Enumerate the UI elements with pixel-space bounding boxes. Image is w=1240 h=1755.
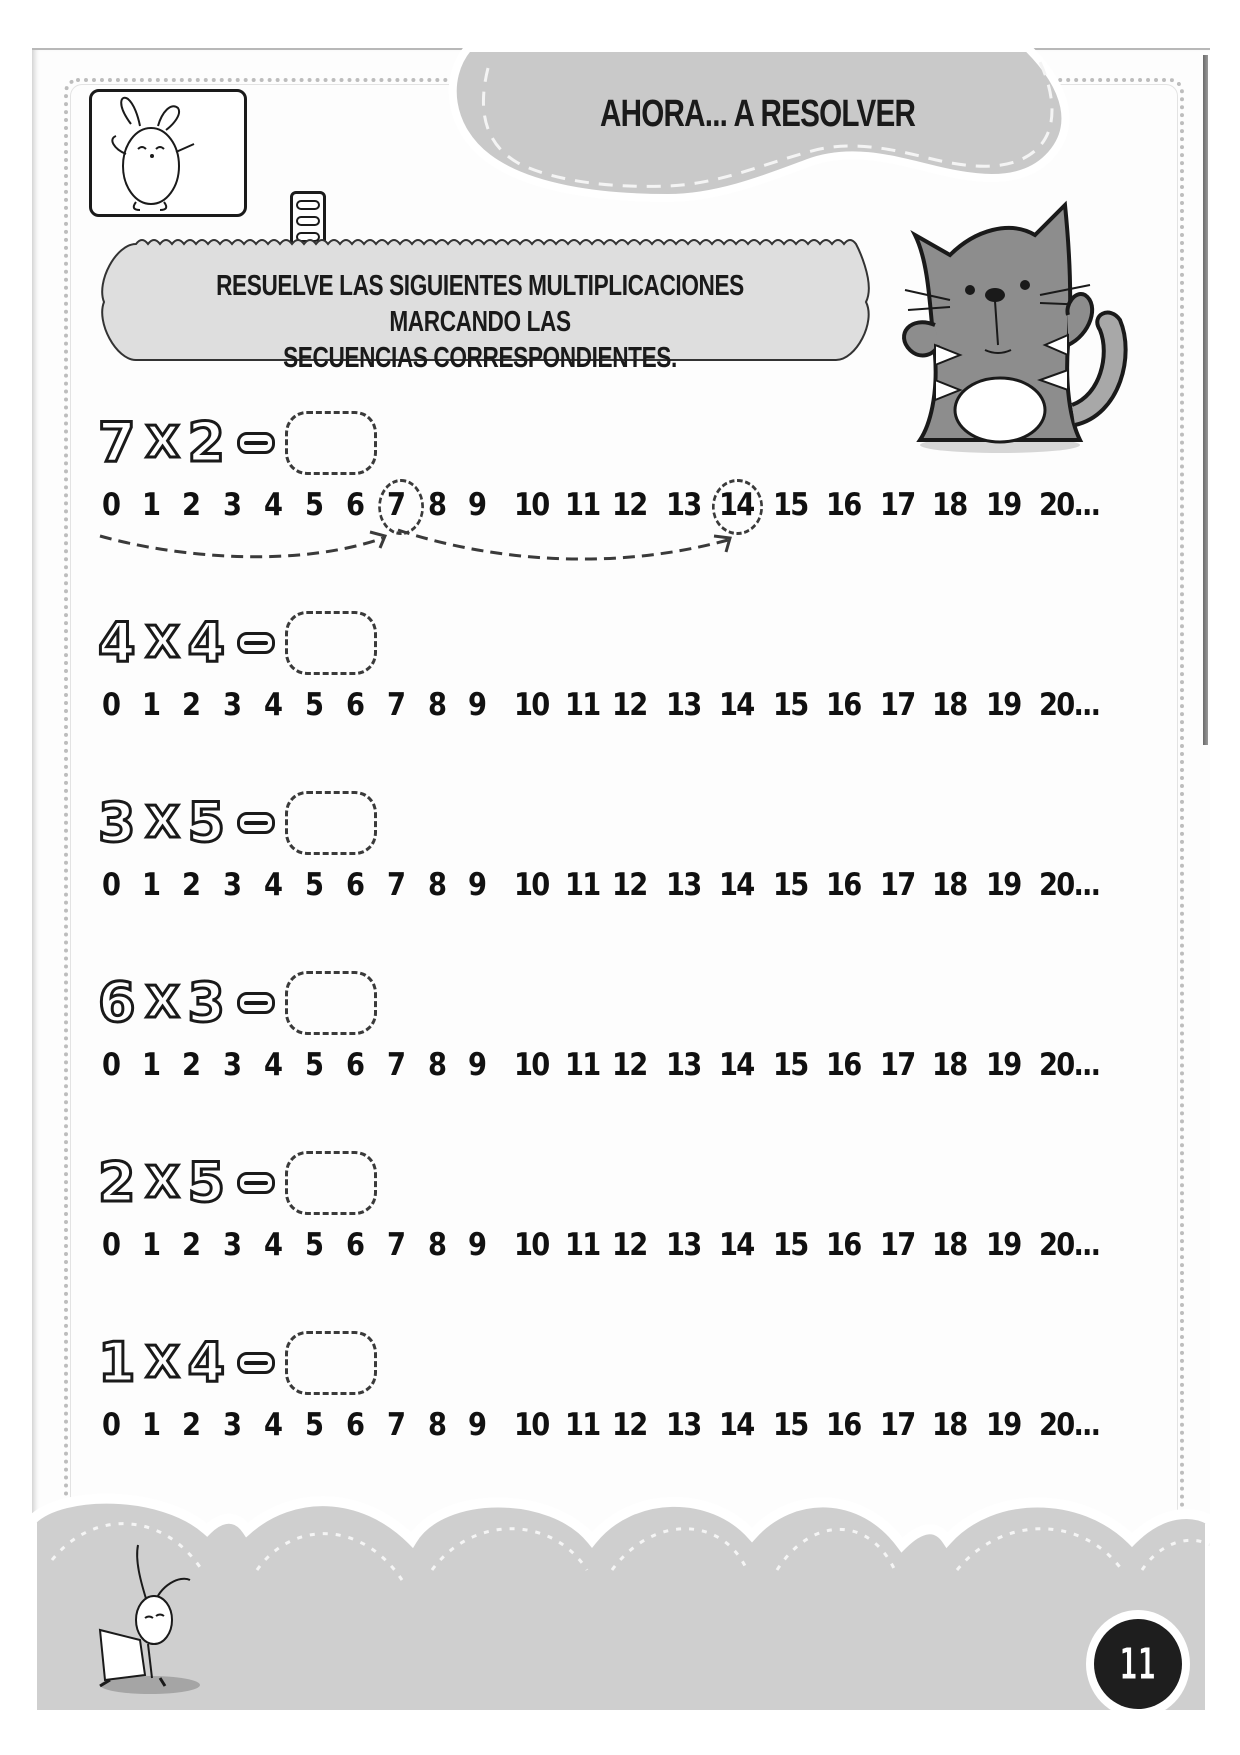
number[interactable]: 3 <box>223 1227 241 1263</box>
times-sign: X <box>145 617 180 668</box>
number[interactable]: 6 <box>346 487 364 523</box>
number[interactable]: 3 <box>223 1047 241 1083</box>
times-sign: X <box>145 1337 180 1388</box>
number[interactable]: 10 <box>514 1227 549 1263</box>
number[interactable]: 19 <box>986 687 1021 723</box>
number[interactable]: 3 <box>223 687 241 723</box>
instruction-line-1: RESUELVE LAS SIGUIENTES MULTIPLICACIONES MARCANDO LAS <box>216 270 744 338</box>
number[interactable]: 10 <box>514 1407 549 1443</box>
number-line <box>98 1407 1108 1451</box>
number[interactable]: 10 <box>514 487 549 523</box>
number-line <box>98 867 1108 911</box>
number[interactable]: 19 <box>986 867 1021 903</box>
number[interactable]: 12 <box>612 1407 647 1443</box>
number-line <box>98 687 1108 731</box>
number[interactable]: 12 <box>612 1047 647 1083</box>
number-circled[interactable]: 14 <box>719 487 754 523</box>
number[interactable]: 8 <box>428 867 446 903</box>
number[interactable]: 6 <box>346 1407 364 1443</box>
number[interactable]: 17 <box>880 1407 915 1443</box>
number[interactable]: 17 <box>880 487 915 523</box>
number[interactable]: 18 <box>932 867 967 903</box>
number[interactable]: 0 <box>102 1047 120 1083</box>
factor-b: 3 <box>187 971 226 1034</box>
number[interactable]: 11 <box>565 1047 600 1083</box>
number[interactable]: 12 <box>612 1227 647 1263</box>
answer-box[interactable] <box>285 1331 377 1395</box>
equation <box>98 967 377 1039</box>
number[interactable]: 15 <box>773 1407 808 1443</box>
number[interactable]: 15 <box>773 687 808 723</box>
number[interactable]: 8 <box>428 687 446 723</box>
number[interactable]: 17 <box>880 1047 915 1083</box>
page-number-badge <box>1086 1610 1190 1718</box>
number[interactable]: 7 <box>387 1407 405 1443</box>
number-line <box>98 1227 1108 1271</box>
number[interactable]: 0 <box>102 1227 120 1263</box>
answer-box[interactable] <box>285 971 377 1035</box>
number[interactable]: 20... <box>1039 867 1100 903</box>
number[interactable]: 4 <box>264 1407 282 1443</box>
number[interactable]: 13 <box>666 1407 701 1443</box>
number[interactable]: 3 <box>223 1407 241 1443</box>
factor-a: 4 <box>98 611 136 674</box>
number-circled[interactable]: 7 <box>387 487 405 523</box>
equals-sign <box>237 812 275 834</box>
number[interactable]: 3 <box>223 487 241 523</box>
equals-sign <box>237 992 275 1014</box>
number[interactable]: 20... <box>1039 1047 1100 1083</box>
number[interactable]: 5 <box>305 1407 323 1443</box>
number[interactable]: 4 <box>264 1227 282 1263</box>
number[interactable]: 2 <box>182 487 200 523</box>
number[interactable]: 19 <box>986 487 1021 523</box>
factor-b: 2 <box>187 411 226 474</box>
number[interactable]: 1 <box>142 1227 160 1263</box>
equation <box>98 1147 377 1219</box>
exercise-6 <box>98 1327 1158 1467</box>
number[interactable]: 1 <box>142 1407 160 1443</box>
equals-sign <box>237 1172 275 1194</box>
number[interactable]: 10 <box>514 1047 549 1083</box>
number[interactable]: 8 <box>428 487 446 523</box>
number[interactable]: 0 <box>102 487 120 523</box>
number[interactable]: 6 <box>346 1047 364 1083</box>
number[interactable]: 1 <box>142 487 160 523</box>
equals-sign <box>237 432 275 454</box>
answer-box[interactable] <box>285 791 377 855</box>
number[interactable]: 18 <box>932 687 967 723</box>
number[interactable]: 5 <box>305 687 323 723</box>
number[interactable]: 2 <box>182 1227 200 1263</box>
number[interactable]: 6 <box>346 1227 364 1263</box>
factor-a: 1 <box>98 1331 136 1394</box>
meter-level <box>296 200 320 210</box>
number[interactable]: 19 <box>986 1227 1021 1263</box>
equation <box>98 1327 377 1399</box>
number[interactable]: 5 <box>305 1047 323 1083</box>
number[interactable]: 16 <box>826 867 861 903</box>
number[interactable]: 16 <box>826 487 861 523</box>
number[interactable]: 5 <box>305 1227 323 1263</box>
answer-box[interactable] <box>285 611 377 675</box>
number[interactable]: 2 <box>182 1407 200 1443</box>
factor-a: 6 <box>98 971 136 1034</box>
number[interactable]: 8 <box>428 1227 446 1263</box>
equals-sign <box>237 1352 275 1374</box>
number[interactable]: 9 <box>468 1407 486 1443</box>
number[interactable]: 15 <box>773 867 808 903</box>
number[interactable]: 18 <box>932 1407 967 1443</box>
factor-b: 4 <box>187 611 226 674</box>
instruction-line-2: SECUENCIAS CORRESPONDIENTES. <box>283 342 677 374</box>
factor-b: 5 <box>187 791 226 854</box>
number[interactable]: 15 <box>773 1227 808 1263</box>
number[interactable]: 15 <box>773 487 808 523</box>
number[interactable]: 19 <box>986 1407 1021 1443</box>
number[interactable]: 4 <box>264 487 282 523</box>
number[interactable]: 14 <box>719 1407 754 1443</box>
times-sign: X <box>145 417 180 468</box>
jump-arrows <box>98 518 778 578</box>
answer-box[interactable] <box>285 411 377 475</box>
number[interactable]: 12 <box>612 687 647 723</box>
number[interactable]: 16 <box>826 1407 861 1443</box>
answer-box[interactable] <box>285 1151 377 1215</box>
equals-sign <box>237 632 275 654</box>
meter-level <box>296 216 320 226</box>
times-sign: X <box>145 977 180 1028</box>
factor-b: 4 <box>187 1331 226 1394</box>
page-number: 11 <box>1119 1638 1157 1690</box>
number[interactable]: 11 <box>565 687 600 723</box>
number[interactable]: 12 <box>612 867 647 903</box>
number[interactable]: 10 <box>514 867 549 903</box>
number[interactable]: 17 <box>880 867 915 903</box>
number[interactable]: 18 <box>932 487 967 523</box>
cricket-icon <box>70 1540 240 1700</box>
number[interactable]: 16 <box>826 1227 861 1263</box>
number[interactable]: 17 <box>880 687 915 723</box>
number[interactable]: 0 <box>102 687 120 723</box>
factor-b: 5 <box>187 1151 226 1214</box>
number[interactable]: 9 <box>468 867 486 903</box>
number[interactable]: 17 <box>880 1227 915 1263</box>
number[interactable]: 9 <box>468 1227 486 1263</box>
number[interactable]: 13 <box>666 487 701 523</box>
number[interactable]: 7 <box>387 1047 405 1083</box>
number[interactable]: 19 <box>986 1047 1021 1083</box>
factor-a: 2 <box>98 1151 136 1214</box>
number[interactable]: 5 <box>305 487 323 523</box>
number[interactable]: 13 <box>666 687 701 723</box>
number[interactable]: 15 <box>773 1047 808 1083</box>
number-line <box>98 1047 1108 1091</box>
number[interactable]: 20... <box>1039 1407 1100 1443</box>
times-sign: X <box>145 1157 180 1208</box>
number[interactable]: 18 <box>932 1227 967 1263</box>
number[interactable]: 2 <box>182 687 200 723</box>
number[interactable]: 2 <box>182 1047 200 1083</box>
number[interactable]: 14 <box>719 687 754 723</box>
number[interactable]: 1 <box>142 1047 160 1083</box>
number[interactable]: 6 <box>346 687 364 723</box>
number[interactable]: 4 <box>264 687 282 723</box>
page-number-circle <box>1094 1619 1182 1709</box>
number[interactable]: 11 <box>565 1407 600 1443</box>
number[interactable]: 12 <box>612 487 647 523</box>
exercise-2 <box>98 607 1158 747</box>
exercise-5 <box>98 1147 1158 1287</box>
number[interactable]: 7 <box>387 867 405 903</box>
page-title: AHORA... A RESOLVER <box>600 93 916 135</box>
number[interactable]: 7 <box>387 687 405 723</box>
equation <box>98 607 377 679</box>
factor-a: 7 <box>98 411 136 474</box>
number[interactable]: 16 <box>826 1047 861 1083</box>
number[interactable]: 11 <box>565 1227 600 1263</box>
exercise-4 <box>98 967 1158 1107</box>
number[interactable]: 3 <box>223 867 241 903</box>
number[interactable]: 1 <box>142 687 160 723</box>
exercise-3 <box>98 787 1158 927</box>
number[interactable]: 1 <box>142 867 160 903</box>
number[interactable]: 11 <box>565 487 600 523</box>
number[interactable]: 16 <box>826 687 861 723</box>
book-spine <box>1203 55 1208 745</box>
number[interactable]: 20... <box>1039 1227 1100 1263</box>
number[interactable]: 10 <box>514 687 549 723</box>
number[interactable]: 6 <box>346 867 364 903</box>
number[interactable]: 0 <box>102 867 120 903</box>
number[interactable]: 5 <box>305 867 323 903</box>
number[interactable]: 9 <box>468 1047 486 1083</box>
number[interactable]: 8 <box>428 1047 446 1083</box>
number[interactable]: 4 <box>264 1047 282 1083</box>
number[interactable]: 11 <box>565 867 600 903</box>
number[interactable]: 14 <box>719 1047 754 1083</box>
number[interactable]: 20... <box>1039 687 1100 723</box>
instruction-text <box>191 268 768 376</box>
number[interactable]: 14 <box>719 1227 754 1263</box>
number[interactable]: 9 <box>468 487 486 523</box>
number[interactable]: 0 <box>102 1407 120 1443</box>
number[interactable]: 13 <box>666 1227 701 1263</box>
number[interactable]: 14 <box>719 867 754 903</box>
number[interactable]: 8 <box>428 1407 446 1443</box>
number[interactable]: 7 <box>387 1227 405 1263</box>
difficulty-badge <box>89 89 247 217</box>
number[interactable]: 2 <box>182 867 200 903</box>
factor-a: 3 <box>98 791 136 854</box>
times-sign: X <box>145 797 180 848</box>
number[interactable]: 13 <box>666 1047 701 1083</box>
number[interactable]: 13 <box>666 867 701 903</box>
equation <box>98 787 377 859</box>
number[interactable]: 20... <box>1039 487 1100 523</box>
bunny-icon <box>96 94 206 214</box>
number[interactable]: 4 <box>264 867 282 903</box>
number[interactable]: 18 <box>932 1047 967 1083</box>
equation <box>98 407 377 479</box>
number[interactable]: 9 <box>468 687 486 723</box>
